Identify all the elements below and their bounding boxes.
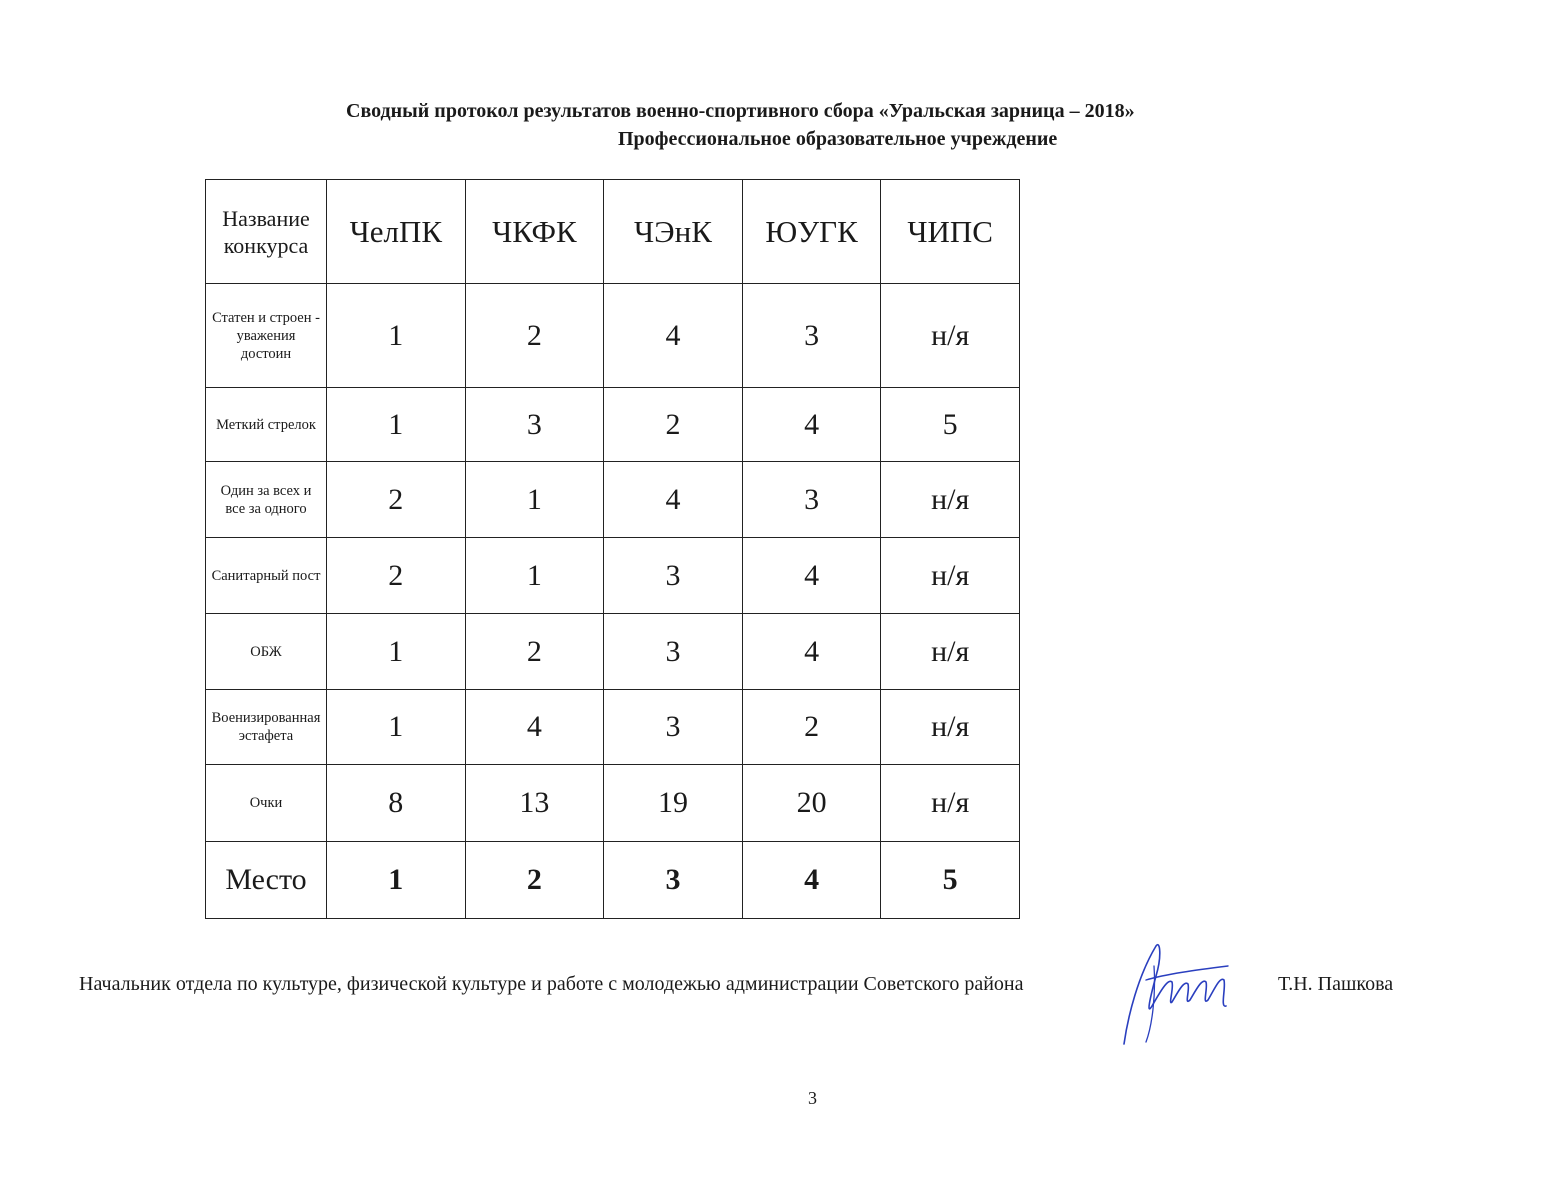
table-cell: 1 xyxy=(465,462,604,538)
corner-header: Название конкурса xyxy=(206,180,327,284)
table-cell: 2 xyxy=(465,284,604,388)
table-cell: 4 xyxy=(742,614,881,690)
row-label: ОБЖ xyxy=(206,614,327,690)
table-row-place xyxy=(206,842,1020,919)
table-cell: 1 xyxy=(327,284,466,388)
table-row xyxy=(206,614,1020,690)
table-cell: 4 xyxy=(604,284,743,388)
table-row xyxy=(206,690,1020,765)
column-header: ЧКФК xyxy=(465,180,604,284)
table-cell: 1 xyxy=(327,842,466,919)
table-cell: н/я xyxy=(881,462,1020,538)
signatory-position: Начальник отдела по культуре, физической культуре и работе с молодежью администрации Советского района xyxy=(79,973,1024,995)
table-cell: 3 xyxy=(742,284,881,388)
table-cell: н/я xyxy=(881,614,1020,690)
table-row xyxy=(206,462,1020,538)
table-header-row xyxy=(206,180,1020,284)
table-cell: 4 xyxy=(742,388,881,462)
column-header: ЧелПК xyxy=(327,180,466,284)
column-header: ЮУГК xyxy=(742,180,881,284)
table-cell: 1 xyxy=(327,614,466,690)
table-row xyxy=(206,538,1020,614)
table-cell: 3 xyxy=(742,462,881,538)
table-cell: 4 xyxy=(604,462,743,538)
column-header: ЧЭнК xyxy=(604,180,743,284)
row-label: Санитарный пост xyxy=(206,538,327,614)
row-label: Военизированная эстафета xyxy=(206,690,327,765)
table-cell: 8 xyxy=(327,765,466,842)
table-cell: 3 xyxy=(604,690,743,765)
table-cell: 4 xyxy=(742,538,881,614)
row-label: Место xyxy=(206,842,327,919)
table-cell: 5 xyxy=(881,388,1020,462)
table-cell: н/я xyxy=(881,690,1020,765)
table-cell: 3 xyxy=(604,842,743,919)
row-label: Статен и строен - уважения достоин xyxy=(206,284,327,388)
table-cell: 2 xyxy=(742,690,881,765)
table-cell: н/я xyxy=(881,284,1020,388)
handwritten-signature-icon xyxy=(1116,936,1236,1048)
row-label: Меткий стрелок xyxy=(206,388,327,462)
table-cell: 3 xyxy=(604,614,743,690)
page-number: 3 xyxy=(808,1088,817,1108)
table-row xyxy=(206,765,1020,842)
signer-name: Т.Н. Пашкова xyxy=(1278,973,1394,995)
table-cell: 1 xyxy=(327,388,466,462)
table-cell: 4 xyxy=(742,842,881,919)
table-cell: 2 xyxy=(327,462,466,538)
table-cell: 5 xyxy=(881,842,1020,919)
table-cell: 2 xyxy=(327,538,466,614)
table-cell: 4 xyxy=(465,690,604,765)
table-cell: 3 xyxy=(465,388,604,462)
table-cell: 13 xyxy=(465,765,604,842)
table-cell: н/я xyxy=(881,538,1020,614)
table-cell: 2 xyxy=(604,388,743,462)
results-table xyxy=(205,179,1020,919)
row-label: Очки xyxy=(206,765,327,842)
table-row xyxy=(206,284,1020,388)
table-cell: 2 xyxy=(465,614,604,690)
table-cell: н/я xyxy=(881,765,1020,842)
table-cell: 2 xyxy=(465,842,604,919)
table-cell: 19 xyxy=(604,765,743,842)
title-line-2: Профессиональное образовательное учреждение xyxy=(618,128,1058,150)
table-cell: 1 xyxy=(327,690,466,765)
title-line-1: Сводный протокол результатов военно-спортивного сбора «Уральская зарница – 2018» xyxy=(346,100,1135,122)
table-cell: 1 xyxy=(465,538,604,614)
row-label: Один за всех и все за одного xyxy=(206,462,327,538)
column-header: ЧИПС xyxy=(881,180,1020,284)
table-cell: 20 xyxy=(742,765,881,842)
table-cell: 3 xyxy=(604,538,743,614)
table-row xyxy=(206,388,1020,462)
